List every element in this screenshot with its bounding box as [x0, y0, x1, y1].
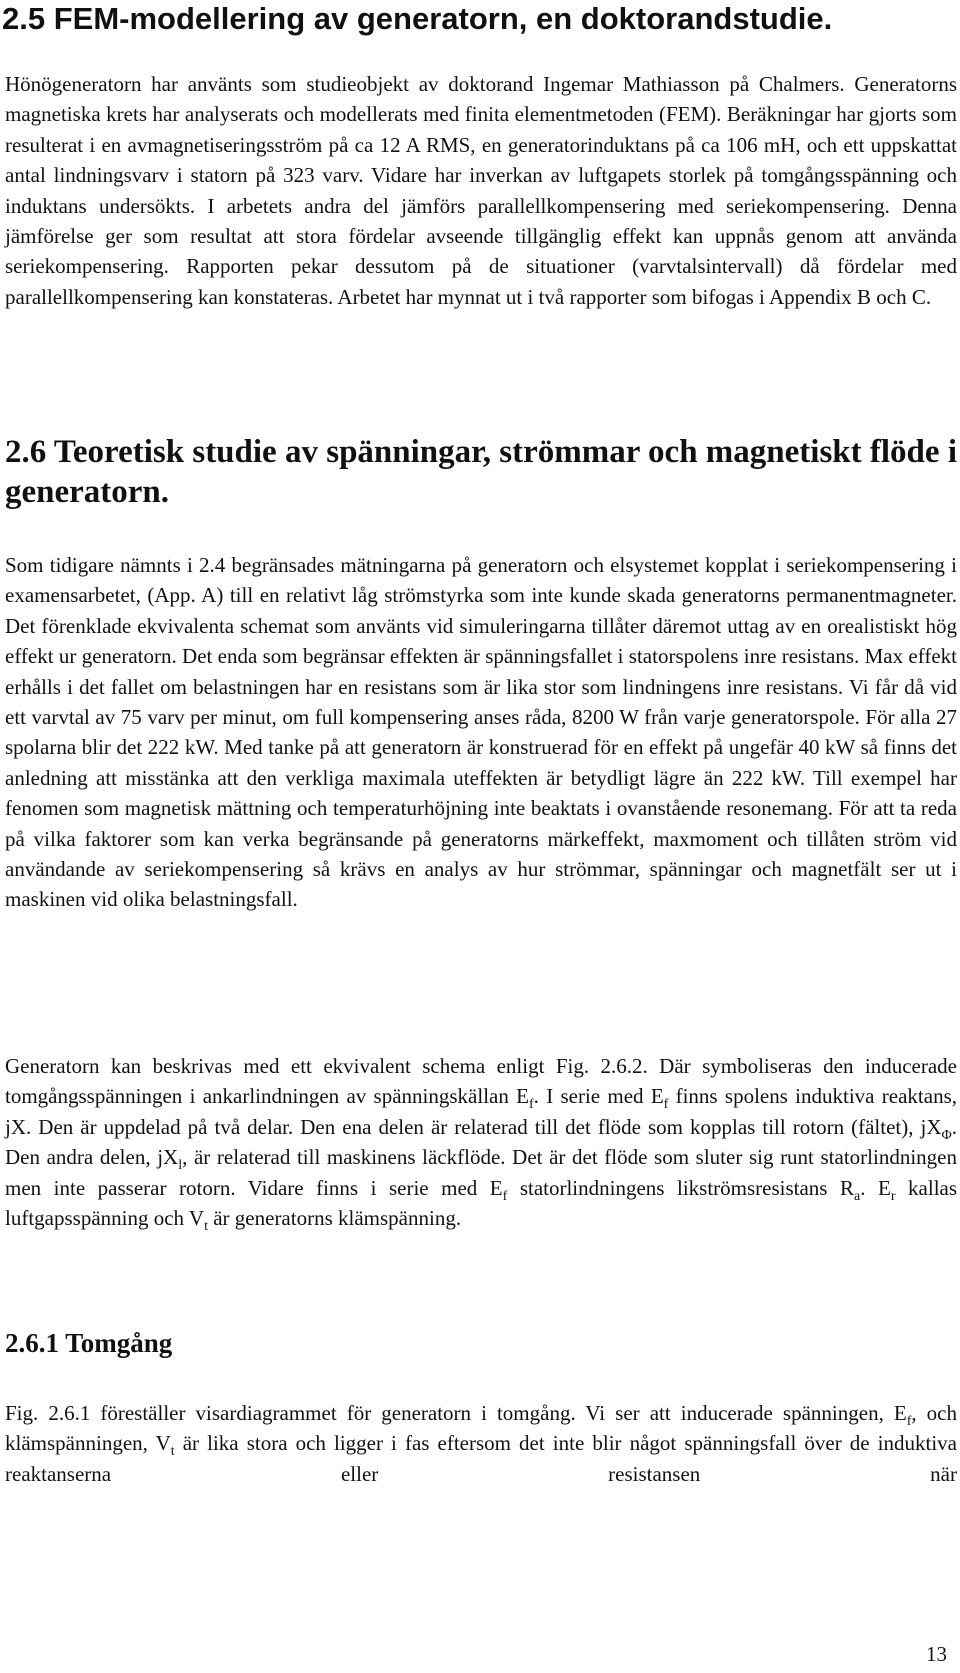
- section-2-6-paragraph-1: Som tidigare nämnts i 2.4 begränsades mätningarna på generatorn och elsystemet kopplat i seriekompensering i examensarbetet, (App. A) till en relativt låg strömstyrka som inte kunde skada generatorns permanentmagneter. Det förenklade ekvivalenta schemat som använts vid simuleringarna tillåter däremot uttag av en orealistiskt hög effekt ur generatorn. Det enda som begränsar effekten är spänningsfallet i statorspolens inre resistans. Max effekt erhålls i det fallet om belastningen har en resistans som är lika stor som lindningens inre resistans. Vi får då vid ett varvtal av 75 varv per minut, om full kompensering anses råda, 8200 W från varje generatorspole. För alla 27 spolarna blir det 222 kW. Med tanke på att generatorn är konstruerad för en effekt på ungefär 40 kW så finns det anledning att misstänka att den verkliga maximala uteffekten är betydligt lägre än 222 kW. Till exempel har fenomen som magnetisk mättning och temperaturhöjning inte beaktats i ovanstående resonemang. För att ta reda på vilka faktorer som kan verka begränsande på generatorns märkeffekt, maxmoment och tillåten ström vid användande av seriekompensering så krävs en analys av hur strömmar, spänningar och magnetfält ser ut i maskinen vid olika belastningsfall.: [5, 553, 957, 912]
- subscript: t: [204, 1219, 208, 1235]
- section-2-5-paragraph: Hönögeneratorn har använts som studieobjekt av doktorand Ingemar Mathiasson på Chalmers. Generatorns magnetiska krets har analyserats och modellerats med finita elementmetoden (FEM). Beräkningar har gjorts som resulterat i en avmagnetiseringsström på ca 12 A RMS, en generatorinduktans på ca 106 mH, och ett uppskattat antal lindningsvarv i statorn på 323 varv. Vidare har inverkan av luftgapets storlek på tomgångsspänning och induktans undersökts. I arbetets andra del jämförs parallellkompensering med seriekompensering. Denna jämförelse ger som resultat att stora fördelar avseende tillgänglig effekt kan uppnås genom att använda seriekompensering. Rapporten pekar dessutom på de situationer (varvtalsintervall) då fördelar med parallellkompensering kan konstateras. Arbetet har mynnat ut i två rapporter som bifogas i Appendix B och C.: [5, 72, 957, 309]
- section-2-5-heading: 2.5 FEM-modellering av generatorn, en doktorandstudie.: [2, 1, 833, 36]
- subscript: a: [854, 1188, 861, 1204]
- page-number: 13: [926, 1642, 947, 1666]
- section-2-6-1-heading: 2.6.1 Tomgång: [5, 1328, 173, 1358]
- subscript: f: [528, 1097, 534, 1113]
- subscript: t: [170, 1444, 175, 1460]
- section-2-6-heading: 2.6 Teoretisk studie av spänningar, strömmar och magnetiskt flöde i generatorn.: [5, 434, 957, 510]
- subscript: f: [663, 1097, 669, 1113]
- subscript: Φ: [941, 1128, 952, 1143]
- subscript: f: [502, 1188, 508, 1204]
- subscript: l: [178, 1158, 183, 1174]
- section-2-6-paragraph-2: Generatorn kan beskrivas med ett ekvivalent schema enligt Fig. 2.6.2. Där symboliseras den inducerade tomgångsspänningen i ankarlindningen av spänningskällan $E_f$. I serie med $E_f$ finns spolens induktiva reaktans, jX. Den är uppdelad på två delar. Den ena delen är relaterad till det flöde som kopplas till rotorn (fältet), $jX_\Phi$. Den andra delen, $jX_l$, är relaterad till maskinens läckflöde. Det är det flöde som sluter sig runt statorlindningen men inte passerar rotorn. Vidare finns i serie med $E_f$ statorlindningens likströmsresistans $R_a$. $E_r$ kallas luftgapsspänning och $V_t$ är generatorns klämspänning.: [5, 1054, 958, 1235]
- subscript: f: [906, 1414, 912, 1430]
- subscript: r: [890, 1188, 896, 1204]
- section-2-6-1-paragraph: Fig. 2.6.1 föreställer visardiagrammet för generatorn i tomgång. Vi ser att inducerade spänningen, $E_f$, och klämspänningen, $V_t$ är lika stora och ligger i fas eftersom det inte blir något spänningsfall över de induktiva reaktanserna eller resistansen när: [5, 1401, 957, 1486]
